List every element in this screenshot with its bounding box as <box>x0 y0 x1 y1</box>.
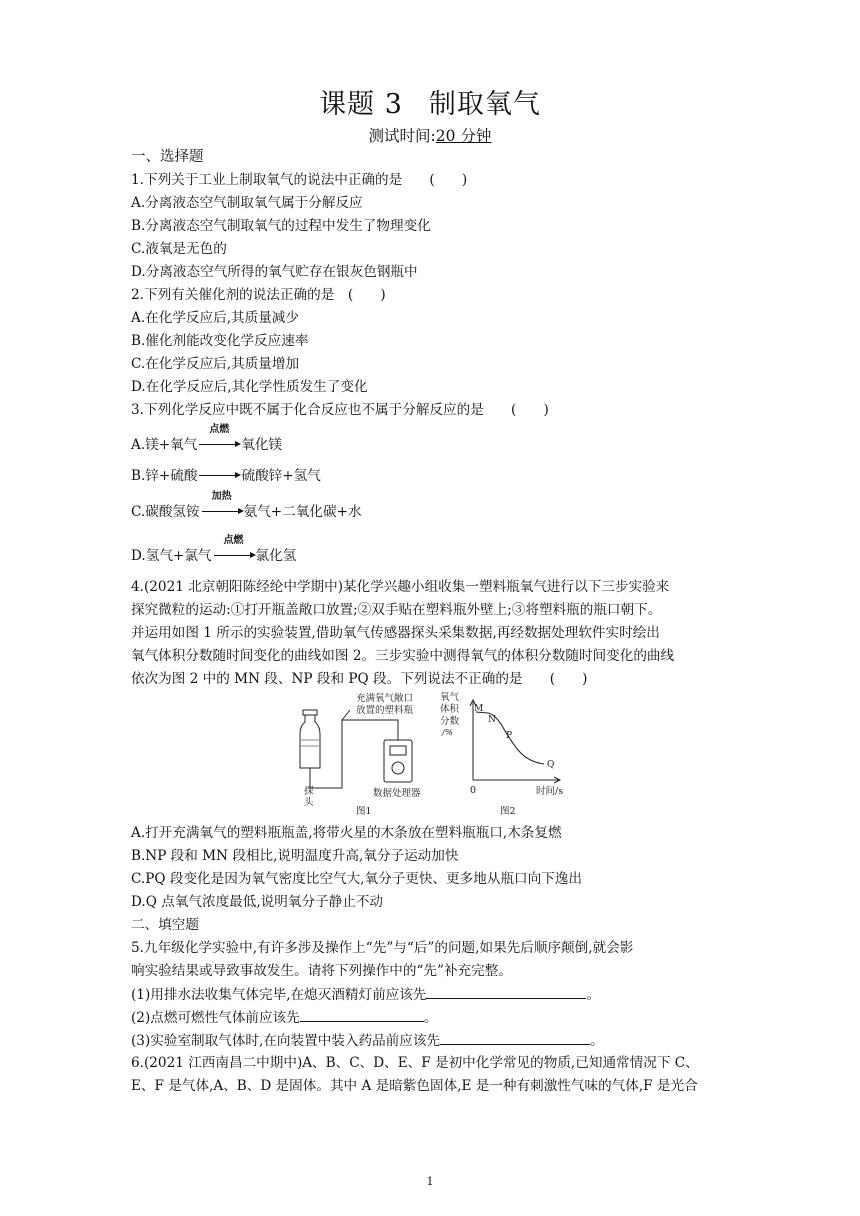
q1-option-a: A.分离液态空气制取氧气属于分解反应 <box>131 195 363 211</box>
origin-label: 0 <box>470 785 477 796</box>
q4-option-b: B.NP 段和 MN 段相比,说明温度升高,氧分子运动加快 <box>131 848 459 864</box>
x-label: 时间/s <box>536 786 564 797</box>
q2-option-d: D.在化学反应后,其化学性质发生了变化 <box>131 379 368 395</box>
q3-option-a: A.镁+氧气 点燃 氧化镁 <box>131 424 283 453</box>
section-choice: 一、选择题 <box>131 149 204 165</box>
reaction-arrow: 点燃 <box>197 436 241 454</box>
fig1-label-line-2: 放置的塑料瓶 <box>356 705 414 716</box>
question-3: 3.下列化学反应中既不属于化合反应也不属于分解反应的是 ( ) <box>131 402 549 418</box>
bottle-cap-icon <box>303 710 317 715</box>
section-fill-in: 二、填空题 <box>131 917 199 933</box>
point-n: N <box>488 715 496 725</box>
q3-option-b: B.锌+硫酸 硫酸锌+氢气 <box>131 468 321 484</box>
fig1-label-line-1: 充满氧气敞口 <box>356 693 414 704</box>
q2-option-c: C.在化学反应后,其质量增加 <box>131 356 300 372</box>
q3-option-c: C.碳酸氢铵 加热 氨气+二氧化碳+水 <box>131 491 362 520</box>
y-label-1: 氧气 <box>440 692 460 703</box>
q1-option-b: B.分离液态空气制取氧气的过程中发生了物理变化 <box>131 218 431 234</box>
fig1-caption: 图1 <box>356 806 372 817</box>
q5-item-1: (1)用排水法收集气体完毕,在熄灭酒精灯前应该先 。 <box>131 987 601 1003</box>
q3-option-d: D.氢气+氯气 点燃 氯化氢 <box>131 535 297 564</box>
page-title: 课题 3 制取氧气 <box>319 89 541 120</box>
question-5-line-1: 5.九年级化学实验中,有许多涉及操作上“先”与“后”的问题,如果先后顺序颠倒,就会影 <box>131 940 634 956</box>
figure-2 <box>470 700 560 783</box>
answer-blank[interactable] <box>300 1008 424 1022</box>
q1-option-c: C.液氧是无色的 <box>131 241 227 257</box>
probe-label-1: 探 <box>304 786 314 797</box>
sensor-wire <box>310 720 398 788</box>
reaction-arrow: 点燃 <box>212 547 256 565</box>
fig2-caption: 图2 <box>500 806 516 817</box>
question-5-line-2: 响实验结果或导致事故发生。请将下列操作中的“先”补充完整。 <box>131 963 512 979</box>
reaction-arrow <box>197 467 241 485</box>
probe-label-2: 头 <box>304 797 314 808</box>
question-4-line-2: 探究微粒的运动:①打开瓶盖敞口放置;②双手贴在塑料瓶外壁上;③将塑料瓶的瓶口朝下。 <box>131 602 662 618</box>
question-6-line-1: 6.(2021 江西南昌二中期中)A、B、C、D、E、F 是初中化学常见的物质,已知通常情况下 C、 <box>131 1055 699 1071</box>
q4-option-d: D.Q 点氧气浓度最低,说明氧分子静止不动 <box>131 894 384 910</box>
question-4-line-4: 氧气体积分数随时间变化的曲线如图 2。三步实验中测得氧气的体积分数随时间变化的曲线 <box>131 648 675 664</box>
question-1: 1.下列关于工业上制取氧气的说法中正确的是 ( ) <box>131 172 468 188</box>
q4-option-a: A.打开充满氧气的塑料瓶瓶盖,将带火星的木条放在塑料瓶瓶口,木条复燃 <box>131 825 562 841</box>
experiment-figure <box>298 688 566 823</box>
question-4-line-1: 4.(2021 北京朝阳陈经纶中学期中)某化学兴趣小组收集一塑料瓶氧气进行以下三步实验来 <box>131 579 670 595</box>
reaction-arrow: 加热 <box>200 503 244 521</box>
question-2: 2.下列有关催化剂的说法正确的是 ( ) <box>131 287 386 303</box>
q1-option-d: D.分离液态空气所得的氧气贮存在银灰色钢瓶中 <box>131 264 418 280</box>
y-label-3: 分数 <box>440 716 460 727</box>
q5-item-3: (3)实验室制取气体时,在向装置中装入药品前应该先 。 <box>131 1033 604 1049</box>
page-number: 1 <box>426 1175 434 1188</box>
figure-1 <box>300 710 412 788</box>
answer-blank[interactable] <box>426 985 586 999</box>
q5-item-2: (2)点燃可燃性气体前应该先 。 <box>131 1010 438 1026</box>
question-6-line-2: E、F 是气体,A、B、D 是固体。其中 A 是暗紫色固体,E 是一种有刺激性气味的气体,F 是光合 <box>131 1078 698 1094</box>
bottle-icon <box>300 715 320 768</box>
test-time: 测试时间:20 分钟 <box>368 127 492 145</box>
point-p: P <box>506 731 513 741</box>
q2-option-b: B.催化剂能改变化学反应速率 <box>131 333 309 349</box>
point-m: M <box>474 704 484 714</box>
q2-option-a: A.在化学反应后,其质量减少 <box>131 310 299 326</box>
answer-blank[interactable] <box>440 1031 590 1045</box>
processor-label: 数据处理器 <box>373 788 421 799</box>
label-pointer <box>342 710 350 720</box>
y-label-2: 体积 <box>440 704 460 715</box>
question-4-line-5: 依次为图 2 中的 MN 段、NP 段和 PQ 段。下列说法不正确的是 ( ) <box>131 671 588 687</box>
q4-option-c: C.PQ 段变化是因为氧气密度比空气大,氧分子更快、更多地从瓶口向下逸出 <box>131 871 582 887</box>
y-label-4: /% <box>442 728 453 738</box>
question-4-line-3: 并运用如图 1 所示的实验装置,借助氧气传感器探头采集数据,再经数据处理软件实时绘出 <box>131 625 660 641</box>
point-q: Q <box>547 760 555 770</box>
